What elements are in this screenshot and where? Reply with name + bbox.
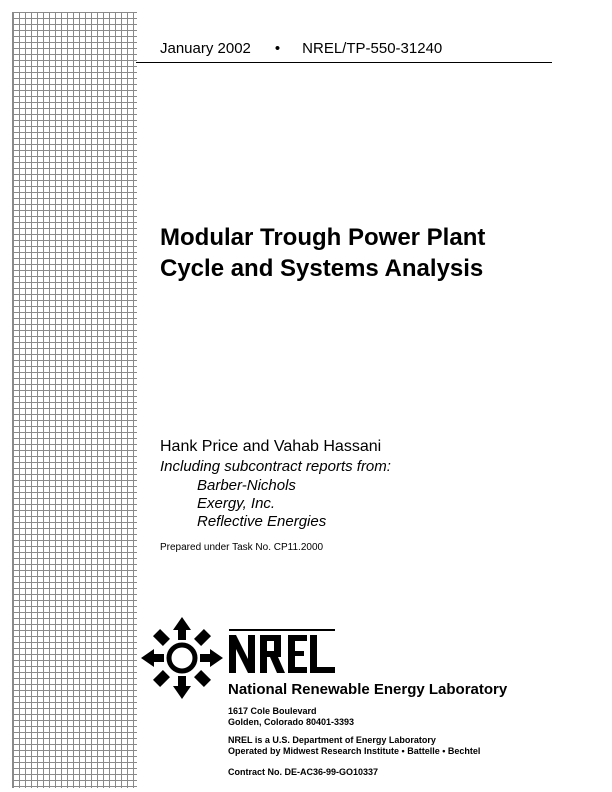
nrel-wordmark — [229, 629, 335, 673]
operator-line: NREL is a U.S. Department of Energy Laboratory — [228, 735, 436, 745]
authors: Hank Price and Vahab Hassani — [160, 438, 382, 455]
title-line-1: Modular Trough Power Plant — [160, 224, 486, 251]
title-line-2: Cycle and Systems Analysis — [160, 255, 484, 282]
lab-address — [228, 706, 354, 728]
address-line: 1617 Cole Boulevard — [228, 706, 317, 716]
task-number: Prepared under Task No. CP11.2000 — [160, 542, 324, 553]
header-rule — [136, 62, 552, 63]
address-line: Golden, Colorado 80401-3393 — [228, 717, 355, 727]
subcontractor-list — [197, 477, 326, 531]
report-header — [160, 40, 442, 57]
report-date: January 2002 — [160, 40, 251, 57]
subcontractor-item: Barber-Nichols — [197, 477, 296, 494]
lab-name: National Renewable Energy Laboratory — [228, 681, 508, 698]
lab-operator — [228, 735, 480, 757]
report-number: NREL/TP-550-31240 — [302, 40, 443, 57]
subcontract-intro: Including subcontract reports from: — [160, 458, 391, 475]
nrel-sun-compass-icon — [140, 616, 224, 700]
page-title — [160, 222, 485, 284]
header-separator: • — [274, 40, 281, 57]
operator-line: Operated by Midwest Research Institute • Battelle • Bechtel — [228, 746, 481, 756]
subcontractor-item: Exergy, Inc. — [197, 495, 276, 512]
grid-pattern-strip — [12, 12, 137, 788]
contract-number: Contract No. DE-AC36-99-GO10337 — [228, 767, 379, 777]
subcontractor-item: Reflective Energies — [197, 513, 327, 530]
